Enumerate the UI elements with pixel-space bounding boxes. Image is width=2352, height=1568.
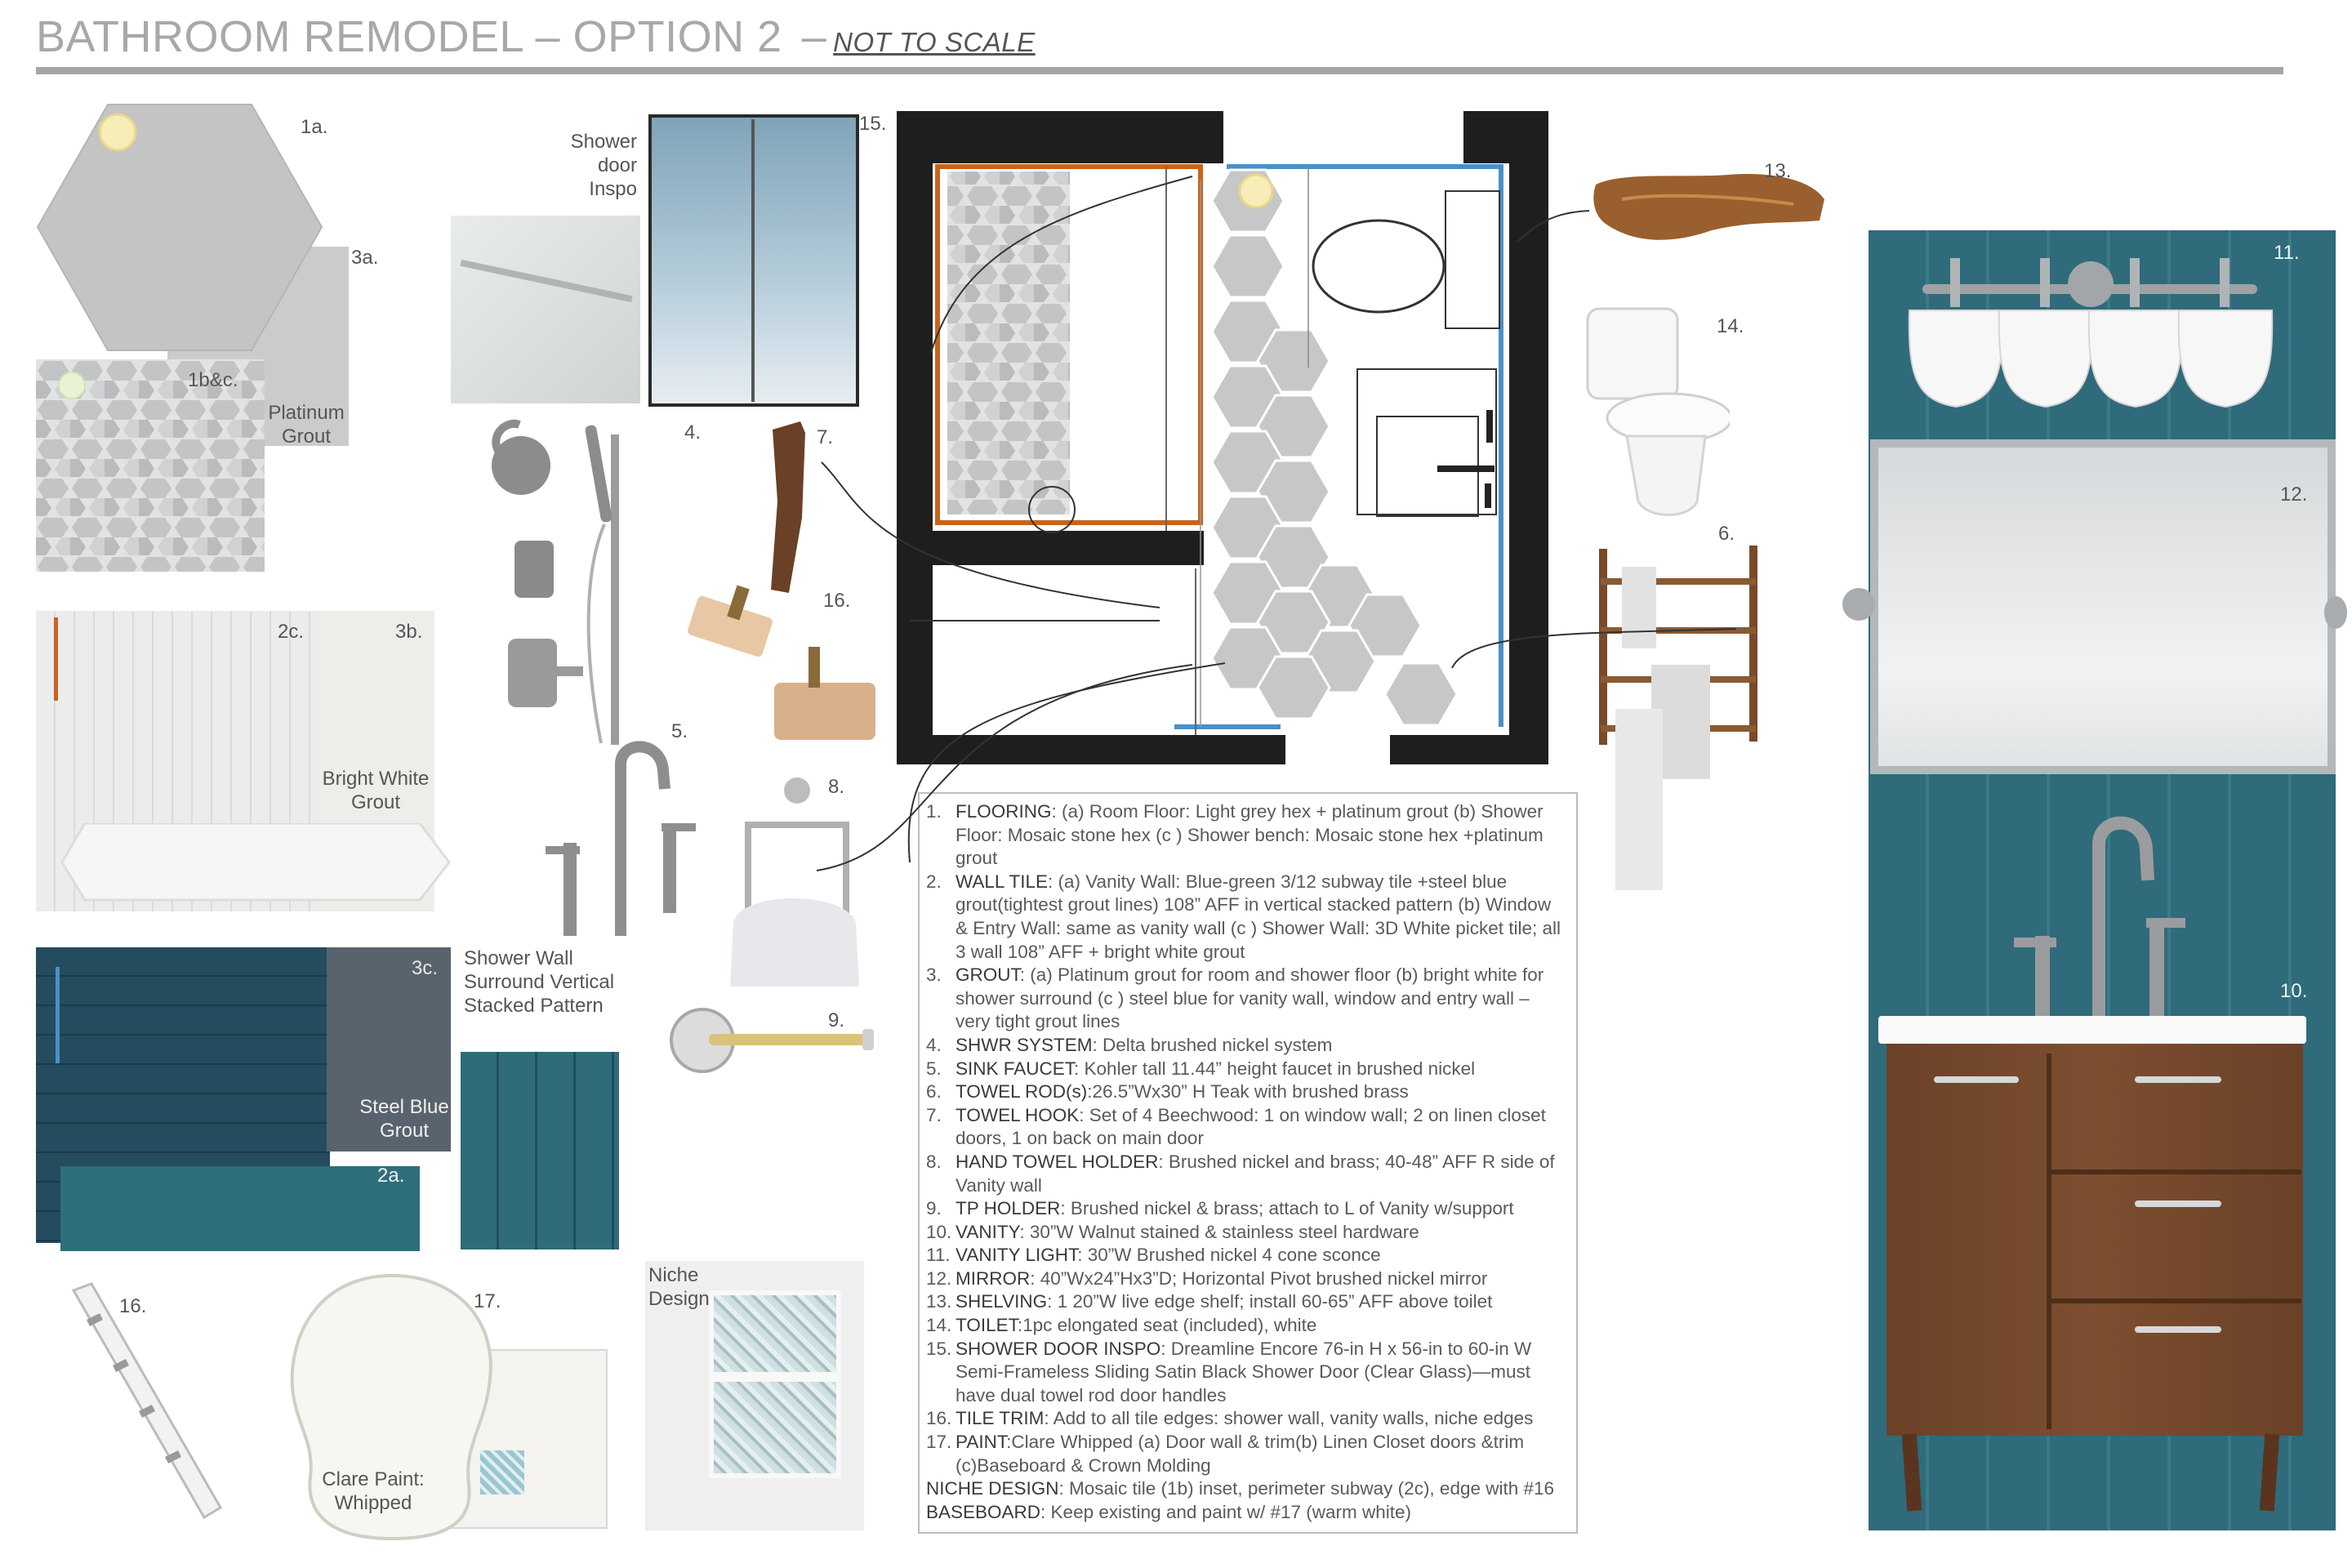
spec-item-body	[956, 1431, 1568, 1477]
page-title	[36, 11, 1036, 62]
sink-faucet-image	[531, 732, 710, 939]
spec-item-text: : (a) Platinum grout for room and shower floor (b) bright white for shower surround (c ) steel blue for vanity wall, window and entry wall – very tight grout lines	[956, 964, 1544, 1032]
spec-item-key: PAINT	[956, 1432, 1007, 1453]
spec-item-text: : (a) Room Floor: Light grey hex + platinum grout (b) Shower Floor: Mosaic stone hex (c ) Shower bench: Mosaic stone hex +platinum grout	[956, 801, 1544, 869]
spec-item-number: 16.	[926, 1408, 952, 1429]
label-11: 11.	[2274, 242, 2300, 264]
spec-item	[926, 1407, 1568, 1431]
spec-item-body	[956, 1197, 1514, 1221]
label-2c: 2c.	[278, 621, 305, 643]
spec-item-text: :Clare Whipped (a) Door wall & trim(b) Linen Closet doors &trim (c)Baseboard & Crown Molding	[956, 1432, 1525, 1476]
spec-item-body	[956, 964, 1568, 1034]
spec-item-number: 13.	[926, 1291, 952, 1312]
vanity-door-divider	[2047, 1054, 2051, 1429]
orange-edge-marker	[54, 617, 58, 701]
spec-item-key: TOWEL ROD(s)	[956, 1081, 1088, 1102]
spec-item-body	[956, 1407, 1533, 1431]
spec-item-key: TOWEL HOOK	[956, 1104, 1080, 1125]
label-15: 15.	[859, 113, 887, 135]
spec-item-text: : Dreamline Encore 76-in H x 56-in to 60-in W Semi-Frameless Sliding Satin Black Shower Door (Clear Glass)—must have dual towel rod door handles	[956, 1338, 1532, 1405]
spec-item	[926, 871, 1568, 964]
spec-item	[926, 1244, 1568, 1267]
label-3c: 3c.	[412, 957, 439, 979]
label-17: 17.	[474, 1290, 501, 1312]
label-14: 14.	[1717, 315, 1744, 337]
label-1a: 1a.	[301, 116, 328, 138]
spec-item-number: 1.	[926, 801, 942, 822]
vanity-drawer-handle-3	[2135, 1326, 2221, 1333]
spec-item-key: SINK FAUCET	[956, 1058, 1075, 1079]
baseboard-note-text: : Keep existing and paint w/ #17 (warm white)	[1040, 1501, 1412, 1522]
niche-lower-shelf	[709, 1377, 841, 1478]
spec-item-key: TP HOLDER	[956, 1198, 1061, 1219]
spec-item-body	[956, 1290, 1492, 1314]
spec-notes-box	[918, 792, 1578, 1534]
spec-item-text: :1pc elongated seat (included), white	[1017, 1315, 1317, 1336]
niche-note-text: : Mosaic tile (1b) inset, perimeter subway (2c), edge with #16	[1058, 1478, 1555, 1499]
spec-item-number: 5.	[926, 1058, 942, 1079]
spec-item-text: : Kohler tall 11.44” height faucet in brushed nickel	[1074, 1058, 1476, 1079]
vanity-drawer-handle-1	[2135, 1076, 2221, 1083]
niche-note-key: NICHE DESIGN	[926, 1478, 1059, 1499]
spec-item	[926, 1290, 1568, 1314]
header-rule	[36, 67, 2283, 74]
vanity-cabinet	[1886, 1044, 2303, 1436]
floor-plan	[897, 106, 1550, 768]
spec-item-body	[956, 1080, 1409, 1104]
spec-item-number: 8.	[926, 1151, 942, 1172]
label-13: 13.	[1764, 160, 1792, 182]
spec-item-body	[956, 871, 1568, 964]
spec-item	[926, 1221, 1568, 1245]
spec-item-key: FLOORING	[956, 801, 1052, 822]
spec-item-key: MIRROR	[956, 1267, 1031, 1289]
pivot-mirror-image	[1870, 439, 2336, 774]
label-16-trim: 16.	[119, 1295, 147, 1317]
spec-item	[926, 1080, 1568, 1104]
spec-item-body	[956, 1151, 1568, 1197]
baseboard-note	[926, 1501, 1568, 1525]
spec-item-body	[956, 1058, 1475, 1081]
floor-hex-tile-swatch	[36, 103, 323, 352]
spec-item	[926, 1197, 1568, 1221]
not-to-scale-note: NOT TO SCALE	[833, 27, 1036, 57]
label-6: 6.	[1718, 523, 1735, 545]
spec-item-text: :26.5”Wx30” H Teak with brushed brass	[1087, 1081, 1409, 1102]
spec-item-body	[956, 800, 1568, 871]
label-7: 7.	[817, 426, 834, 448]
spec-item-number: 14.	[926, 1315, 952, 1336]
label-8: 8.	[828, 776, 845, 798]
spec-item-key: HAND TOWEL HOLDER	[956, 1151, 1159, 1172]
toilet-image	[1575, 305, 1730, 519]
spec-item-key: TOILET	[956, 1315, 1018, 1336]
title-text: BATHROOM REMODEL – OPTION 2	[36, 12, 782, 61]
spec-item-text: : Brushed nickel & brass; attach to L of Vanity w/support	[1060, 1198, 1514, 1219]
spec-item	[926, 800, 1568, 871]
vanity-drawer-line-1	[2051, 1169, 2301, 1174]
spec-item-key: WALL TILE	[956, 871, 1048, 892]
towel-hook-image	[764, 420, 817, 595]
spec-item	[926, 1058, 1568, 1081]
niche-upper-shelf	[709, 1290, 841, 1377]
shower-wall-surround-label: Shower Wall Surround Vertical Stacked Pattern	[464, 947, 615, 1017]
vertical-stacked-teal-swatch	[461, 1052, 619, 1250]
hand-towel-holder-image	[724, 776, 866, 990]
spec-item-number: 7.	[926, 1104, 942, 1125]
spec-item-body	[956, 1338, 1568, 1408]
title-dash: –	[801, 12, 827, 61]
spec-list	[926, 800, 1568, 1477]
spec-item-number: 15.	[926, 1338, 952, 1359]
shower-glass-closeup	[451, 216, 640, 403]
spec-item-key: VANITY	[956, 1221, 1020, 1242]
spec-item	[926, 1104, 1568, 1151]
spec-item-key: SHOWER DOOR INSPO	[956, 1338, 1161, 1359]
towel-rod-image	[1589, 542, 1764, 895]
spec-item-number: 3.	[926, 964, 942, 986]
spec-item	[926, 1267, 1568, 1291]
niche-design-note	[926, 1477, 1568, 1501]
spec-item-key: GROUT	[956, 964, 1020, 986]
mirror-right-pivot	[2324, 596, 2347, 629]
shower-door-frame-mid	[751, 119, 755, 402]
spec-item	[926, 1338, 1568, 1408]
clare-paint-label: Clare Paint: Whipped	[322, 1468, 425, 1514]
spec-item-number: 9.	[926, 1198, 942, 1219]
niche-design-label: Niche Design	[648, 1264, 710, 1310]
label-10: 10.	[2280, 980, 2308, 1002]
vanity-drawer-handle-2	[2135, 1200, 2221, 1207]
steel-blue-grout-label: Steel Blue Grout	[359, 1096, 449, 1142]
vanity-light-image	[1890, 237, 2298, 416]
mirror-left-pivot	[1842, 588, 1875, 621]
platinum-grout-label: Platinum Grout	[268, 402, 345, 448]
grout-tools-image	[686, 581, 882, 745]
label-12: 12.	[2280, 483, 2308, 506]
spec-item-body	[956, 1314, 1316, 1338]
label-5: 5.	[671, 720, 688, 742]
spec-item-number: 12.	[926, 1267, 952, 1289]
spec-item-text: : 1 20”W live edge shelf; install 60-65” AFF above toilet	[1047, 1291, 1493, 1312]
spec-item-text: : Delta brushed nickel system	[1092, 1034, 1333, 1055]
spec-item	[926, 1431, 1568, 1477]
shower-system-image	[482, 418, 694, 761]
spec-item-body	[956, 1244, 1381, 1267]
vanity-countertop	[1878, 1016, 2306, 1044]
spec-item-body	[956, 1267, 1487, 1291]
spec-item	[926, 1314, 1568, 1338]
label-4: 4.	[684, 421, 702, 443]
spec-item-key: SHELVING	[956, 1291, 1048, 1312]
spec-item-text: : Add to all tile edges: shower wall, vanity walls, niche edges	[1044, 1408, 1534, 1429]
teal-subway-tile-piece	[60, 1166, 420, 1251]
label-3b: 3b.	[395, 621, 423, 643]
spec-item	[926, 1151, 1568, 1197]
label-1bc: 1b&c.	[188, 369, 238, 391]
baseboard-note-key: BASEBOARD	[926, 1501, 1041, 1522]
spec-item-number: 17.	[926, 1432, 952, 1453]
blue-edge-marker	[56, 967, 60, 1063]
spec-item-number: 11.	[926, 1245, 951, 1266]
spec-item	[926, 1034, 1568, 1058]
spec-item-number: 4.	[926, 1034, 942, 1055]
vanity-drawer-line-2	[2051, 1298, 2301, 1303]
spec-item-text: : 30”W Brushed nickel 4 cone sconce	[1077, 1245, 1381, 1266]
spec-item-text: : (a) Vanity Wall: Blue-green 3/12 subway tile +steel blue grout(tightest grout lines) 108” AFF in vertical stacked pattern (b) Window & Entry Wall: same as vanity wall (c ) Shower Wall: 3D White picket tile; all 3 wall 108” AFF + bright white grout	[956, 871, 1561, 962]
label-9: 9.	[828, 1009, 845, 1031]
spec-item-body	[956, 1221, 1419, 1245]
tp-holder-image	[670, 1004, 882, 1075]
spec-item-text: : Brushed nickel and brass; 40-48” AFF R side of Vanity wall	[956, 1151, 1555, 1196]
spec-item-key: VANITY LIGHT	[956, 1245, 1078, 1266]
label-2a: 2a.	[377, 1165, 405, 1187]
spec-item-key: TILE TRIM	[956, 1408, 1045, 1429]
spec-item-number: 6.	[926, 1081, 942, 1102]
spec-item-key: SHWR SYSTEM	[956, 1034, 1093, 1055]
spec-item-text: : Set of 4 Beechwood: 1 on window wall; 2 on linen closet doors, 1 on back on main door	[956, 1104, 1546, 1149]
spec-item-body	[956, 1104, 1568, 1151]
spec-item-number: 2.	[926, 871, 942, 892]
white-subway-tile-piece	[60, 823, 452, 902]
vanity-faucet-image	[1993, 807, 2189, 1027]
bright-white-grout-label: Bright White Grout	[322, 768, 430, 813]
spec-item-text: : 30”W Walnut stained & stainless steel hardware	[1019, 1221, 1419, 1242]
spec-item-text: : 40”Wx24”Hx3”D; Horizontal Pivot brushed nickel mirror	[1030, 1267, 1488, 1289]
vanity-door-handle	[1934, 1076, 2019, 1083]
spec-item	[926, 964, 1568, 1034]
spec-item-number: 10.	[926, 1221, 952, 1242]
label-16-tools: 16.	[823, 590, 851, 612]
label-3a: 3a.	[351, 247, 379, 269]
spec-item-body	[956, 1034, 1332, 1058]
shower-door-inspo-label: Shower door Inspo	[570, 131, 637, 200]
